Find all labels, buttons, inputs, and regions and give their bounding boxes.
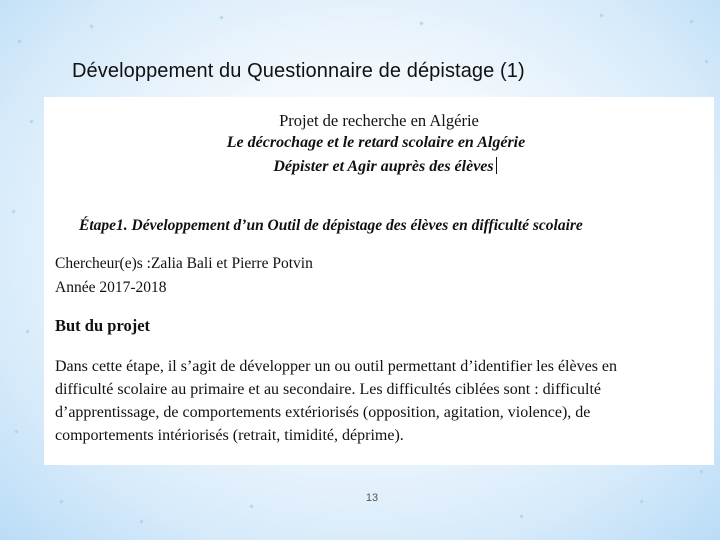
- project-tagline-text: Dépister et Agir auprès des élèves: [273, 158, 494, 175]
- description-line: Dans cette étape, il s’agit de développer un ou outil permettant d’identifier les élèves en: [55, 358, 618, 375]
- project-title: Projet de recherche en Algérie: [279, 111, 479, 130]
- description-line: d’apprentissage, de comportements extériorisés (opposition, agitation, violence), de: [55, 404, 591, 421]
- researchers-line: Chercheur(e)s :Zalia Bali et Pierre Potvin: [55, 255, 313, 272]
- document-excerpt: [44, 97, 714, 465]
- step-title: Étape1. Développement d’un Outil de dépistage des élèves en difficulté scolaire: [79, 217, 583, 234]
- description-line: comportements intériorisés (retrait, timidité, déprime).: [55, 427, 404, 444]
- year-line: Année 2017-2018: [55, 279, 167, 296]
- project-tagline: [50, 156, 720, 178]
- project-subtitle: Le décrochage et le retard scolaire en Algérie: [226, 134, 526, 151]
- project-description: [55, 355, 695, 447]
- slide-title: Développement du Questionnaire de dépistage (1): [72, 60, 525, 82]
- section-heading: But du projet: [55, 316, 151, 335]
- text-cursor: [496, 157, 497, 174]
- page-number: 13: [365, 492, 379, 504]
- description-line: difficulté scolaire au primaire et au secondaire. Les difficultés ciblées sont : difficulté: [55, 381, 602, 398]
